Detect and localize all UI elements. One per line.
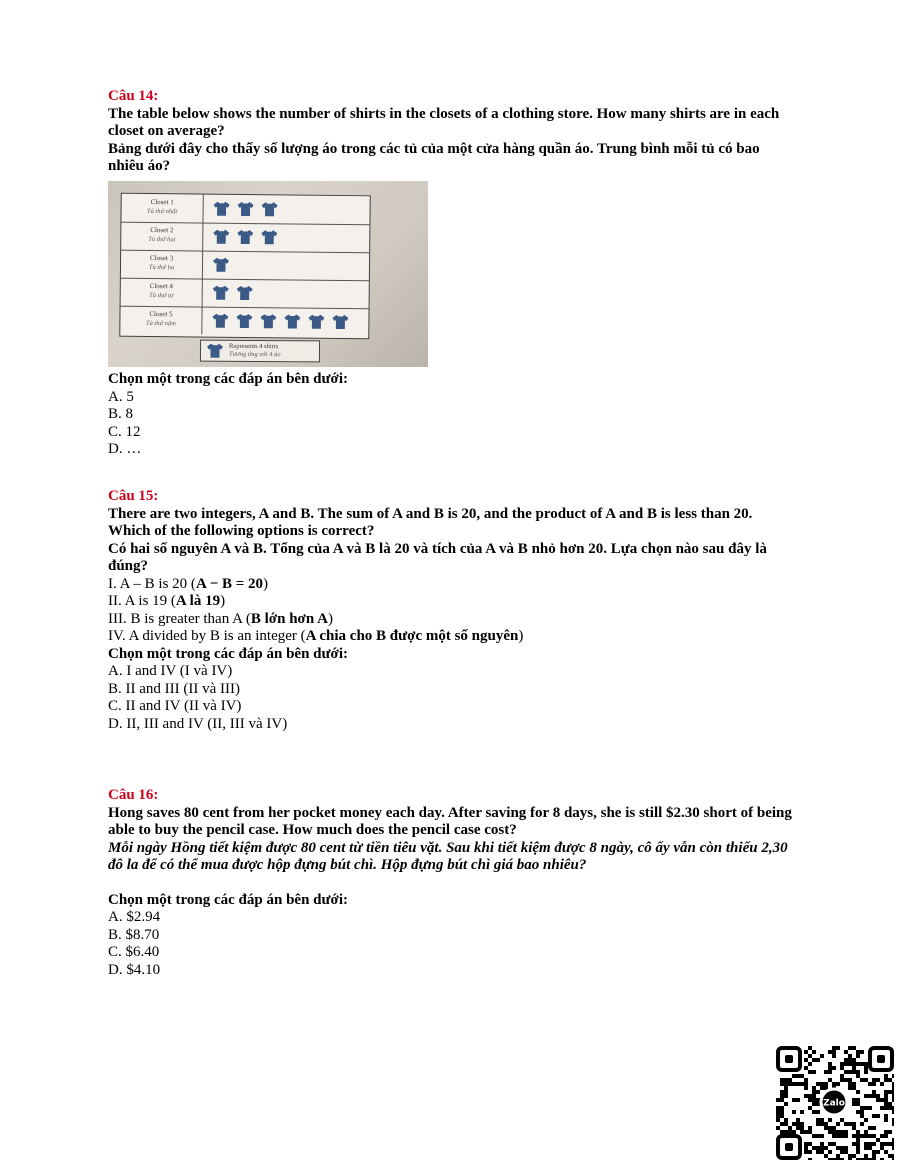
option-d[interactable]: D. … <box>108 441 808 459</box>
question-text-vi: Mỗi ngày Hồng tiết kiệm được 80 cent từ tiền tiêu vặt. Sau khi tiết kiệm được 8 ngày, cô ấy vẫn còn thiếu 2,30 đô la để có thể mua được hộp đựng bút chì. Hộp đựng bút chì giá bao nhiêu? <box>108 840 798 875</box>
shirt-icon <box>235 229 255 245</box>
shirt-icon <box>235 285 255 301</box>
closet-label <box>120 306 202 335</box>
shirt-icon <box>212 201 232 217</box>
option-c[interactable]: C. 12 <box>108 424 808 442</box>
question-16 <box>108 787 808 979</box>
closet-label <box>121 194 203 223</box>
question-title: Câu 16: <box>108 787 808 805</box>
shirt-icon <box>260 201 280 217</box>
statement-3: III. B is greater than A (B lớn hơn A) <box>108 611 808 629</box>
shirt-icon <box>205 343 225 359</box>
option-d[interactable]: D. $4.10 <box>108 962 808 980</box>
closet-name-vi: Tủ thứ năm <box>120 319 201 329</box>
statement-1: I. A – B is 20 (A − B = 20) <box>108 576 808 594</box>
question-text-en: There are two integers, A and B. The sum of A and B is 20, and the product of A and B is less than 20. Which of the following options is correct? <box>108 506 798 541</box>
key-label-vi: Tương ứng với 4 áo <box>229 351 281 359</box>
closet-name-vi: Tủ thứ ba <box>121 263 202 273</box>
option-d[interactable]: D. II, III and IV (II, III và IV) <box>108 716 808 734</box>
shirt-icon <box>258 313 278 329</box>
shirt-icon <box>234 313 254 329</box>
shirt-icon <box>282 313 302 329</box>
shirt-icon <box>211 285 231 301</box>
shirt-icon <box>259 229 279 245</box>
option-a[interactable]: A. I and IV (I và IV) <box>108 663 808 681</box>
question-text-en: Hong saves 80 cent from her pocket money each day. After saving for 8 days, she is still $2.30 short of being able to buy the pencil case. How much does the pencil case cost? <box>108 805 798 840</box>
question-title: Câu 15: <box>108 488 808 506</box>
pictograph-row <box>121 278 369 310</box>
closet-name: Closet 1 <box>122 198 203 208</box>
question-14 <box>108 88 808 176</box>
closet-label <box>121 278 203 307</box>
question-15 <box>108 488 808 733</box>
svg-text:Zalo: Zalo <box>823 1099 845 1109</box>
pictograph-row <box>120 306 368 337</box>
answer-block-14 <box>108 371 808 459</box>
pictograph-photo <box>108 181 428 367</box>
statement-4: IV. A divided by B is an integer (A chia cho B được một số nguyên) <box>108 628 808 646</box>
option-a[interactable]: A. 5 <box>108 389 808 407</box>
answer-prompt: Chọn một trong các đáp án bên dưới: <box>108 371 808 389</box>
statement-2: II. A is 19 (A là 19) <box>108 593 808 611</box>
qr-code-icon <box>776 1046 894 1160</box>
closet-label <box>121 222 203 251</box>
shirt-icon <box>210 313 230 329</box>
shirt-icon <box>306 314 326 330</box>
closet-label <box>121 250 203 279</box>
answer-prompt: Chọn một trong các đáp án bên dưới: <box>108 892 808 910</box>
option-a[interactable]: A. $2.94 <box>108 909 808 927</box>
option-c[interactable]: C. II and IV (II và IV) <box>108 698 808 716</box>
question-title: Câu 14: <box>108 88 808 106</box>
shirt-icon <box>211 257 231 273</box>
shirt-icon <box>236 201 256 217</box>
question-text-vi: Bảng dưới đây cho thấy số lượng áo trong các tủ của một cửa hàng quần áo. Trung bình mỗi tủ có bao nhiêu áo? <box>108 141 798 176</box>
key-label: Represents 4 shirts <box>229 343 281 351</box>
pictograph-row <box>121 194 369 226</box>
option-c[interactable]: C. $6.40 <box>108 944 808 962</box>
closet-name-vi: Tủ thứ tư <box>121 291 202 301</box>
pictograph-row <box>121 250 369 282</box>
shirt-icon <box>211 229 231 245</box>
pictograph-table <box>119 193 370 340</box>
pictograph-key <box>200 340 320 363</box>
closet-name: Closet 3 <box>121 254 202 264</box>
option-b[interactable]: B. $8.70 <box>108 927 808 945</box>
option-b[interactable]: B. 8 <box>108 406 808 424</box>
closet-name: Closet 2 <box>121 226 202 236</box>
answer-prompt: Chọn một trong các đáp án bên dưới: <box>108 646 808 664</box>
closet-name: Closet 5 <box>120 310 201 320</box>
shirt-icon <box>330 314 350 330</box>
closet-name-vi: Tủ thứ nhất <box>122 207 203 217</box>
pictograph-row <box>121 222 369 254</box>
option-b[interactable]: B. II and III (II và III) <box>108 681 808 699</box>
question-text-vi: Có hai số nguyên A và B. Tổng của A và B là 20 và tích của A và B nhỏ hơn 20. Lựa chọn nào sau đây là đúng? <box>108 541 798 576</box>
qr-code <box>776 1046 894 1160</box>
closet-name: Closet 4 <box>121 282 202 292</box>
question-text-en: The table below shows the number of shirts in the closets of a clothing store. How many shirts are in each closet on average? <box>108 106 798 141</box>
closet-name-vi: Tủ thứ hai <box>121 235 202 245</box>
